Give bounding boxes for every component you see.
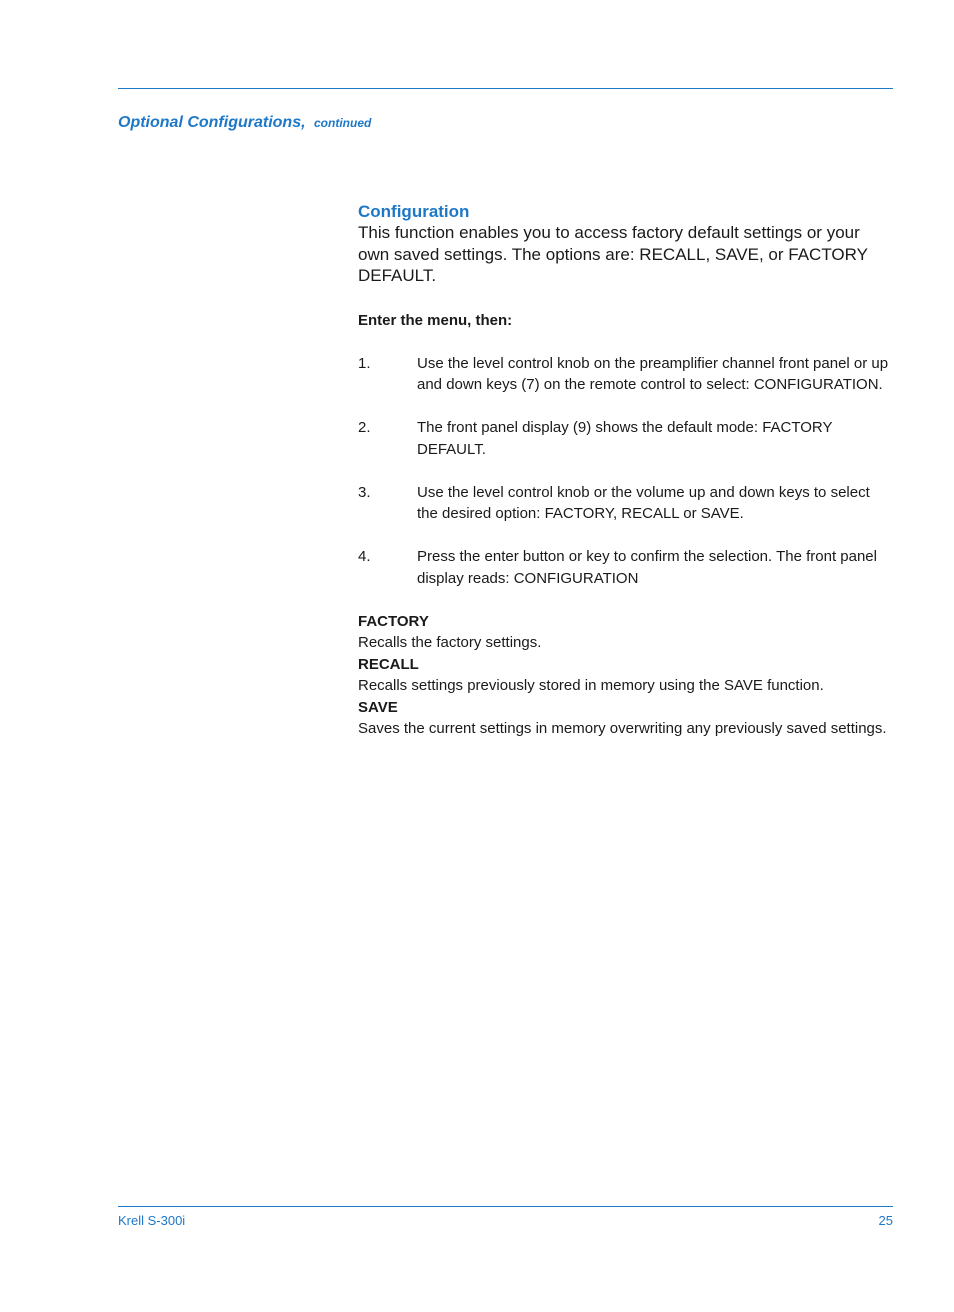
step-number: 2. xyxy=(358,419,371,436)
step-text: Use the level control knob or the volume up and down keys to select the desired option: FACTORY, RECALL or SAVE. xyxy=(417,483,870,522)
section-title: Configuration xyxy=(358,202,470,221)
step-number: 4. xyxy=(358,548,371,565)
step-number: 3. xyxy=(358,483,371,501)
instructions-lead: Enter the menu, then: xyxy=(358,311,513,329)
running-header-continued: continued xyxy=(314,116,372,130)
step-item xyxy=(358,353,893,396)
footer-product-name: Krell S-300i xyxy=(118,1213,186,1228)
footer-rule xyxy=(118,1206,893,1207)
definition-term-factory: FACTORY xyxy=(358,612,429,630)
steps-list xyxy=(358,353,893,590)
definition-desc-recall: Recalls settings previously stored in memory using the SAVE function. xyxy=(358,677,824,694)
step-text: Use the level control knob on the preamplifier channel front panel or up and down keys (7) on the remote control to select: CONFIGURATION. xyxy=(417,354,889,393)
running-header xyxy=(118,114,371,132)
step-number: 1. xyxy=(358,354,371,372)
running-header-title: Optional Configurations, xyxy=(118,114,306,131)
step-item xyxy=(358,482,893,525)
definition-term-recall: RECALL xyxy=(358,655,419,673)
footer-page-number: 25 xyxy=(878,1213,893,1228)
definition-desc-factory: Recalls the factory settings. xyxy=(358,634,542,651)
step-item xyxy=(358,546,893,589)
header-rule xyxy=(118,88,893,89)
step-text: The front panel display (9) shows the default mode: FACTORY DEFAULT. xyxy=(417,419,833,458)
step-item xyxy=(358,417,893,460)
definition-term-save: SAVE xyxy=(358,698,398,716)
step-text: Press the enter button or key to confirm the selection. The front panel display reads: CONFIGURATION xyxy=(417,548,877,587)
section-intro: This function enables you to access factory default settings or your own saved settings. The options are: RECALL, SAVE, or FACTORY DEFAULT. xyxy=(358,223,868,285)
main-content xyxy=(358,201,893,740)
definitions-list xyxy=(358,611,893,740)
definition-desc-save: Saves the current settings in memory overwriting any previously saved settings. xyxy=(358,720,887,737)
